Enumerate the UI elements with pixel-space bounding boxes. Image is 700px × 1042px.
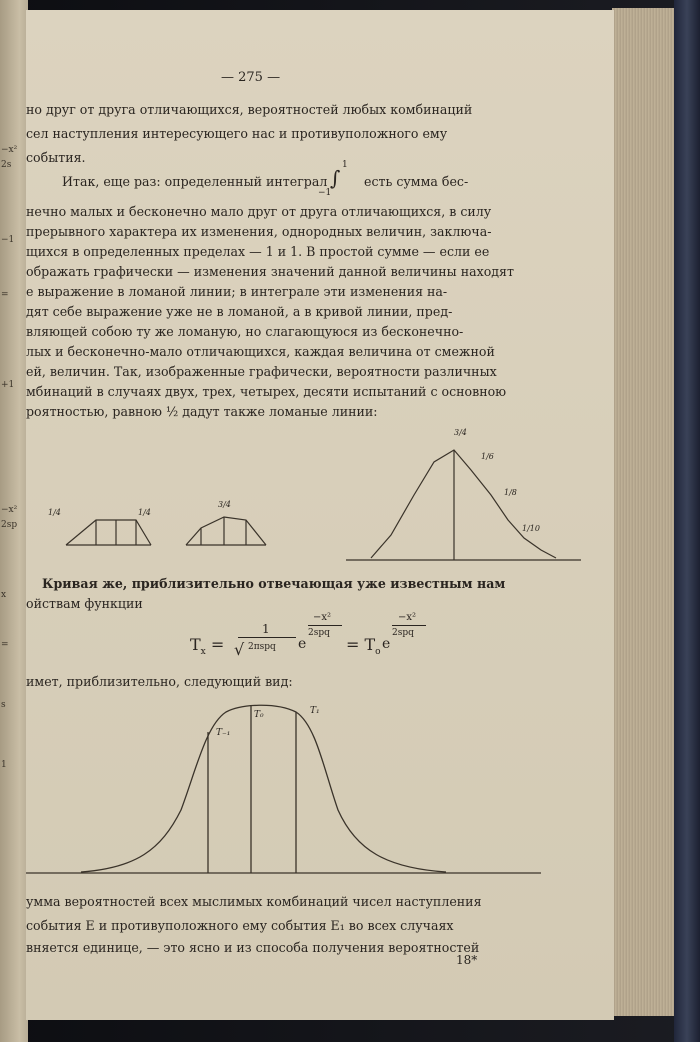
exp2-numerator: −x²	[398, 612, 417, 623]
left-fragment: 2s	[1, 160, 12, 170]
bell-curve-diagram	[26, 690, 614, 890]
text-line: но друг от друга отличающихся, вероятностей любых комбинаций	[26, 102, 473, 117]
text-line: Кривая же, приблизительно отвечающая уже известным нам	[42, 576, 506, 591]
trapezoid-polygon	[66, 520, 151, 545]
hand-label: 3/4	[454, 428, 467, 437]
formula-numerator: 1	[262, 622, 270, 636]
signature-mark: 18*	[456, 953, 478, 967]
hand-label: T₀	[254, 710, 264, 720]
left-fragment: =	[1, 640, 9, 650]
text-line: лых и бесконечно-мало отличающихся, каждая величина от смежной	[26, 344, 495, 359]
text-line: е выражение в ломаной линии; в интеграле эти изменения на-	[26, 284, 448, 299]
text-line: ображать графически — изменения значений данной величины находят	[26, 264, 514, 279]
hand-label: T₋₁	[216, 728, 231, 738]
text-line: нечно малых и бесконечно мало друг от друга отличающихся, в силу	[26, 204, 492, 219]
left-fragment: x	[1, 590, 7, 600]
page-number: — 275 —	[221, 70, 281, 85]
hand-label: 1/4	[138, 508, 151, 517]
left-fragment: =	[1, 290, 9, 300]
text-line: есть сумма бес-	[364, 174, 469, 189]
book-cover-edge	[674, 0, 700, 1042]
integral-upper-limit: 1	[342, 160, 348, 170]
text-line: Итак, еще раз: определенный интеграл	[62, 174, 328, 189]
text-line: щихся в определенных пределах — 1 и 1. В простой сумме — если ее	[26, 244, 490, 259]
hand-label: 1/10	[522, 524, 540, 533]
exp2-fraction-bar	[392, 625, 426, 626]
bell-curve	[81, 705, 446, 872]
left-fragment: s	[1, 700, 6, 710]
formula-lhs: $T_x$ =	[190, 635, 225, 658]
text-line: вняется единице, — это ясно и из способа получения вероятностей	[26, 940, 480, 955]
exp2-denominator: 2spq	[392, 628, 414, 638]
integral-lower-limit: −1	[318, 188, 332, 198]
hand-label: 3/4	[218, 500, 231, 509]
left-fragment: 2sp	[1, 520, 18, 530]
text-line: умма вероятностей всех мыслимых комбинаций чисел наступления	[26, 894, 482, 909]
text-line: ей, величин. Так, изображенные графически, вероятности различных	[26, 364, 497, 379]
page-edges	[612, 8, 674, 1016]
text-line: сел наступления интересующего нас и противуположного ему	[26, 126, 448, 141]
peak-polygon	[371, 450, 556, 558]
text-line: события E и противуположного ему события E₁ во всех случаях	[26, 918, 454, 933]
formula-denominator: 2πspq	[248, 642, 276, 652]
hand-label: 1/8	[504, 488, 517, 497]
formula-rhs: = $T_o$	[346, 635, 381, 658]
formula-e2: e	[382, 636, 391, 652]
exp-numerator: −x²	[313, 612, 332, 623]
polygon-diagrams	[26, 410, 614, 570]
arch-polygon	[186, 517, 266, 545]
exp-denominator: 2spq	[308, 628, 330, 638]
text-line: события.	[26, 150, 86, 165]
text-line: прерывного характера их изменения, однородных величин, заключа-	[26, 224, 492, 239]
left-fragment: −x²	[1, 145, 18, 155]
formula-e: e	[298, 636, 307, 652]
hand-label: 1/4	[48, 508, 61, 517]
fraction-bar	[238, 637, 296, 638]
text-line: имет, приблизительно, следующий вид:	[26, 674, 293, 689]
sqrt-sign: √	[234, 640, 245, 659]
hand-label: 1/6	[481, 452, 494, 461]
text-line: роятностью, равною ½ дадут также ломаные линии:	[26, 404, 378, 419]
left-page-edge	[0, 0, 28, 1042]
text-line: дят себе выражение уже не в ломаной, а в кривой линии, пред-	[26, 304, 453, 319]
book-page	[26, 10, 614, 1020]
exp-fraction-bar	[308, 625, 342, 626]
left-fragment: −1	[1, 235, 15, 245]
text-line: мбинаций в случаях двух, трех, четырех, десяти испытаний с основною	[26, 384, 507, 399]
left-fragment: +1	[1, 380, 15, 390]
left-fragment: 1	[1, 760, 7, 770]
integral-sign: ∫	[330, 166, 341, 190]
text-line: ойствам функции	[26, 596, 143, 611]
hand-label: T₁	[310, 706, 320, 716]
text-line: вляющей собою ту же ломаную, но слагающуюся из бесконечно-	[26, 324, 464, 339]
left-fragment: −x²	[1, 505, 18, 515]
